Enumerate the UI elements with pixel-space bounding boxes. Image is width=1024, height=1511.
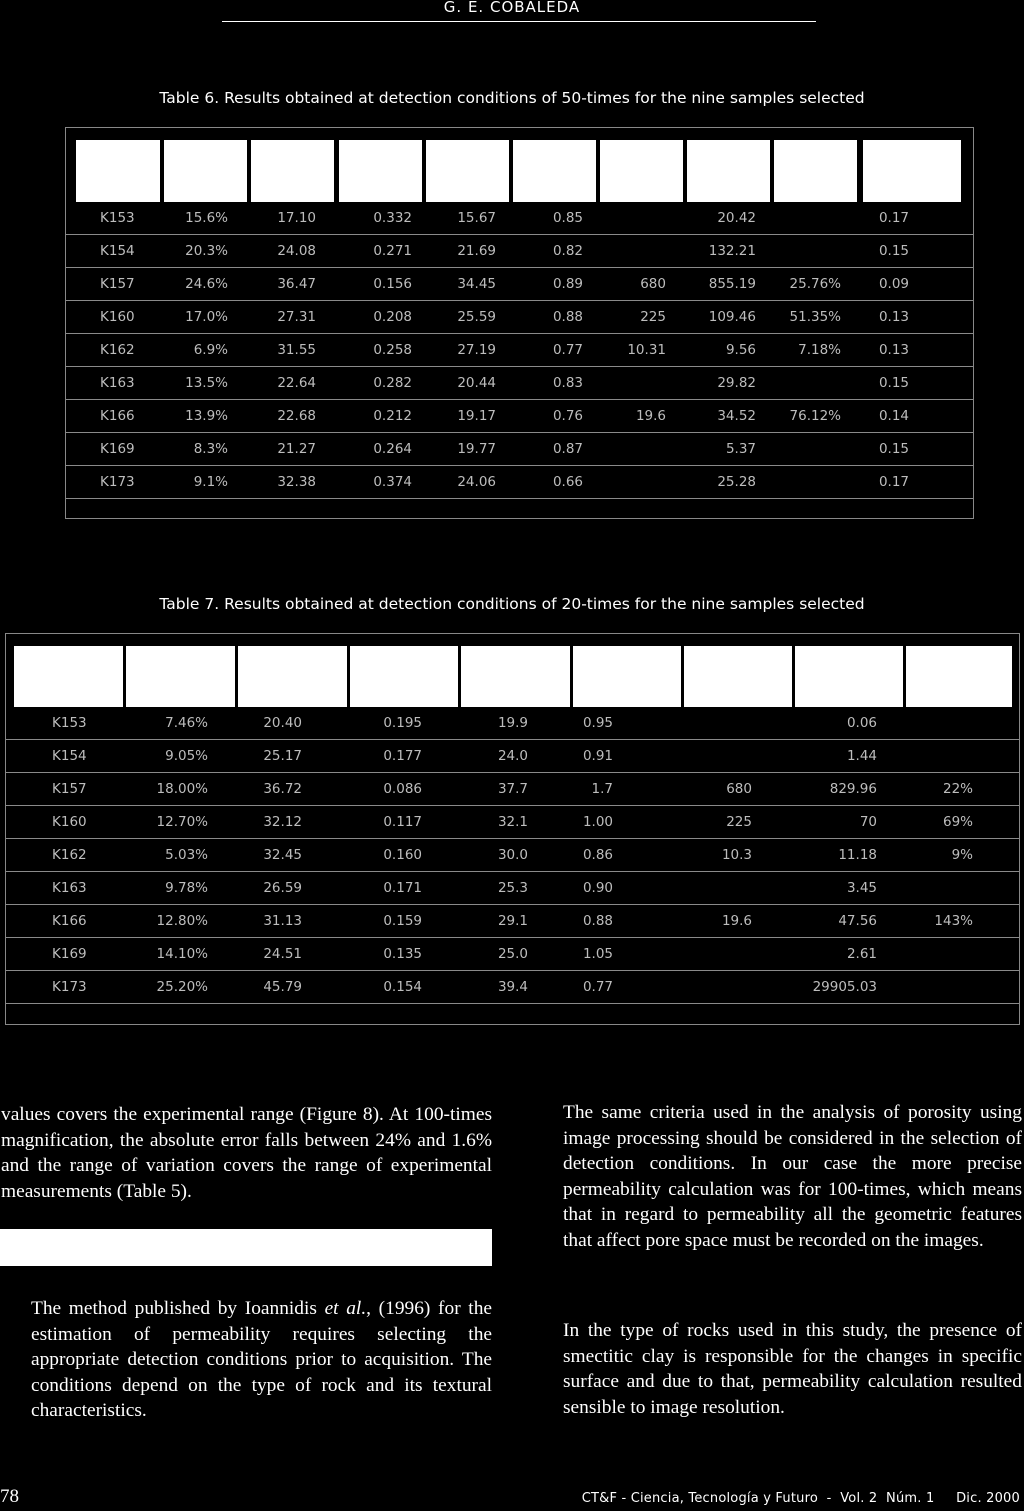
table6-header-cell (600, 140, 683, 202)
table7-row (6, 839, 1019, 872)
table7-cell: 32.45 (263, 847, 302, 863)
table7-cell: 69% (942, 814, 973, 830)
table7-header-cell (350, 646, 458, 707)
table6-cell: 24.08 (277, 243, 316, 259)
table6-cell: 34.45 (457, 276, 496, 292)
table7-cell: 32.1 (497, 814, 528, 830)
table7-cell: 30.0 (497, 847, 528, 863)
table6-cell: 855.19 (708, 276, 756, 292)
table7-cell: 32.12 (263, 814, 302, 830)
table6 (65, 127, 974, 519)
table6-cell: 15.6% (185, 210, 228, 226)
table6-cell: 0.13 (878, 309, 909, 325)
table6-cell: 0.77 (552, 342, 583, 358)
table7-row (6, 971, 1019, 1004)
table6-cell: 132.21 (708, 243, 756, 259)
table7-cell: 1.7 (591, 781, 613, 797)
table6-cell: 19.6 (635, 408, 666, 424)
table6-cell: 0.374 (373, 474, 412, 490)
table7-cell: 45.79 (263, 979, 302, 995)
table6-header-cell (164, 140, 247, 202)
table6-cell: 25.28 (717, 474, 756, 490)
table7-cell: K157 (52, 781, 87, 797)
table7-cell: 37.7 (497, 781, 528, 797)
table7-cell: 25.17 (263, 748, 302, 764)
table6-cell: 0.156 (373, 276, 412, 292)
table6-cell: 25.59 (457, 309, 496, 325)
table7-cell: 14.10% (156, 946, 208, 962)
table6-cell: 0.15 (878, 441, 909, 457)
table7-row (6, 740, 1019, 773)
table7-cell: 9.78% (165, 880, 208, 896)
table6-cell: 7.18% (798, 342, 841, 358)
table6-cell: 8.3% (193, 441, 228, 457)
table6-cell: K162 (100, 342, 135, 358)
table7-caption: Table 7. Results obtained at detection conditions of 20-times for the nine samples selected (159, 595, 865, 613)
table7-row (6, 806, 1019, 839)
table7-header (6, 646, 1019, 707)
table7-row (6, 872, 1019, 905)
table7-cell: 0.159 (383, 913, 422, 929)
table7-cell: 680 (726, 781, 752, 797)
table6-cell: 680 (640, 276, 666, 292)
table7-cell: 24.0 (497, 748, 528, 764)
table7-row (6, 938, 1019, 971)
body-paragraph-col1-2 (31, 1296, 492, 1424)
table6-header-cell (774, 140, 857, 202)
table6-header-cell (251, 140, 334, 202)
table6-cell: 34.52 (717, 408, 756, 424)
table6-cell: 76.12% (789, 408, 841, 424)
table7-cell: 9.05% (165, 748, 208, 764)
table7-cell: 22% (942, 781, 973, 797)
table6-cell: 10.31 (627, 342, 666, 358)
table6-cell: 0.17 (878, 210, 909, 226)
table7-cell: 9% (951, 847, 973, 863)
table6-cell: 0.264 (373, 441, 412, 457)
table6-cell: 0.17 (878, 474, 909, 490)
table7-cell: 39.4 (497, 979, 528, 995)
table6-cell: 24.6% (185, 276, 228, 292)
table7-cell: 1.44 (846, 748, 877, 764)
table7-cell: 1.05 (582, 946, 613, 962)
table6-header-cell (76, 140, 160, 202)
table7-cell: 0.95 (582, 715, 613, 731)
table7-cell: 25.20% (156, 979, 208, 995)
header-rule (222, 21, 816, 22)
table6-cell: 0.88 (552, 309, 583, 325)
table6-cell: 22.64 (277, 375, 316, 391)
table7-cell: 19.9 (497, 715, 528, 731)
table6-row (66, 367, 973, 400)
table6-cell: 0.82 (552, 243, 583, 259)
table6-cell: 9.1% (193, 474, 228, 490)
table7-header-cell (126, 646, 235, 707)
table6-cell: 19.17 (457, 408, 496, 424)
table7-header-cell (684, 646, 792, 707)
table6-cell: 17.0% (185, 309, 228, 325)
table7-cell: 143% (934, 913, 973, 929)
body-paragraph-col2-1: The same criteria used in the analysis of porosity using image processing should be considered in the selection of detection conditions. In our case the more precise permeability calculation was for 100-times, which means that in regard to permeability all the geometric features that affect pore space must be recorded on the images. (563, 1102, 1022, 1251)
table6-header (66, 140, 973, 202)
table7-cell: K162 (52, 847, 87, 863)
table7-cell: K153 (52, 715, 87, 731)
table7 (5, 633, 1020, 1025)
table7-cell: 0.77 (582, 979, 613, 995)
table6-cell: 51.35% (789, 309, 841, 325)
table7-cell: 11.18 (838, 847, 877, 863)
table7-cell: 0.160 (383, 847, 422, 863)
table7-cell: 5.03% (165, 847, 208, 863)
table7-header-cell (573, 646, 681, 707)
table6-row (66, 466, 973, 499)
table6-cell: 0.258 (373, 342, 412, 358)
table6-cell: K160 (100, 309, 135, 325)
table6-cell: 0.271 (373, 243, 412, 259)
journal-footer: CT&F - Ciencia, Tecnología y Futuro - Vol. 2 Núm. 1 Dic. 2000 (581, 1491, 1020, 1506)
table6-cell: 0.87 (552, 441, 583, 457)
table7-cell: 0.086 (383, 781, 422, 797)
table6-cell: 109.46 (708, 309, 756, 325)
table6-cell: 0.85 (552, 210, 583, 226)
table6-cell: 13.5% (185, 375, 228, 391)
table6-cell: 0.83 (552, 375, 583, 391)
table7-cell: 1.00 (582, 814, 613, 830)
table7-cell: 26.59 (263, 880, 302, 896)
table6-cell: K157 (100, 276, 135, 292)
table7-cell: K160 (52, 814, 87, 830)
table6-cell: 0.13 (878, 342, 909, 358)
table7-cell: 18.00% (156, 781, 208, 797)
table6-row (66, 400, 973, 433)
table7-row (6, 773, 1019, 806)
table6-cell: 21.69 (457, 243, 496, 259)
table6-cell: K173 (100, 474, 135, 490)
table7-header-cell (795, 646, 903, 707)
table6-cell: 17.10 (277, 210, 316, 226)
table7-cell: 36.72 (263, 781, 302, 797)
table6-cell: 5.37 (725, 441, 756, 457)
table6-cell: 0.89 (552, 276, 583, 292)
table7-cell: K169 (52, 946, 87, 962)
table6-cell: 31.55 (277, 342, 316, 358)
table7-cell: 3.45 (846, 880, 877, 896)
table6-row (66, 268, 973, 301)
table6-cell: 0.66 (552, 474, 583, 490)
table6-cell: 0.15 (878, 375, 909, 391)
table7-cell: K163 (52, 880, 87, 896)
table7-cell: 0.154 (383, 979, 422, 995)
table7-cell: K166 (52, 913, 87, 929)
running-head: G. E. COBALEDA (443, 0, 581, 16)
table6-cell: 0.15 (878, 243, 909, 259)
table6-cell: 0.212 (373, 408, 412, 424)
table7-cell: 829.96 (829, 781, 877, 797)
table6-cell: K169 (100, 441, 135, 457)
table7-row (6, 707, 1019, 740)
table6-cell: 25.76% (789, 276, 841, 292)
table6-cell: 27.31 (277, 309, 316, 325)
section-heading-bar (0, 1229, 492, 1266)
table6-cell: K166 (100, 408, 135, 424)
table6-cell: 24.06 (457, 474, 496, 490)
table6-cell: 20.42 (717, 210, 756, 226)
table7-cell: 0.88 (582, 913, 613, 929)
table6-cell: 20.3% (185, 243, 228, 259)
table6-header-cell (687, 140, 770, 202)
table7-cell: 2.61 (846, 946, 877, 962)
body-paragraph-col2-2: In the type of rocks used in this study, the presence of smectitic clay is responsible for the changes in specific surface and due to that, permeability calculation resulted sensible to image resolution. (563, 1320, 1022, 1418)
table7-cell: 0.135 (383, 946, 422, 962)
table7-cell: 12.70% (156, 814, 208, 830)
table6-cell: 0.332 (373, 210, 412, 226)
table6-cell: 36.47 (277, 276, 316, 292)
table7-cell: 0.117 (383, 814, 422, 830)
table7-cell: 31.13 (263, 913, 302, 929)
table6-cell: 0.76 (552, 408, 583, 424)
table7-header-cell (238, 646, 347, 707)
table7-body (6, 707, 1019, 1004)
table7-cell: K173 (52, 979, 87, 995)
table6-cell: 22.68 (277, 408, 316, 424)
text-run: , (1996) for the estimation of permeability requires selecting the appropriate detection conditions prior to acquisition. The conditions depend on the type of rock and its textural characteristics. (31, 1298, 492, 1421)
table7-header-cell (906, 646, 1012, 707)
table7-cell: 0.195 (383, 715, 422, 731)
table7-header-cell (461, 646, 570, 707)
table6-cell: 0.14 (878, 408, 909, 424)
table6-cell: 9.56 (725, 342, 756, 358)
table6-cell: 15.67 (457, 210, 496, 226)
table6-cell: 27.19 (457, 342, 496, 358)
table7-cell: 29905.03 (812, 979, 877, 995)
table7-cell: 25.3 (497, 880, 528, 896)
table7-cell: 0.171 (383, 880, 422, 896)
table6-row (66, 301, 973, 334)
table6-cell: 0.09 (878, 276, 909, 292)
table7-cell: 10.3 (721, 847, 752, 863)
table7-cell: 47.56 (838, 913, 877, 929)
table7-cell: 29.1 (497, 913, 528, 929)
table7-cell: 20.40 (263, 715, 302, 731)
table7-cell: 225 (726, 814, 752, 830)
table7-cell: K154 (52, 748, 87, 764)
table6-cell: 20.44 (457, 375, 496, 391)
page-number: 78 (0, 1486, 19, 1507)
table7-cell: 7.46% (165, 715, 208, 731)
table6-cell: 13.9% (185, 408, 228, 424)
citation-emphasis: et al. (324, 1298, 367, 1319)
table7-cell: 19.6 (721, 913, 752, 929)
table6-header-cell (339, 140, 422, 202)
table6-header-cell (863, 140, 961, 202)
table7-cell: 0.86 (582, 847, 613, 863)
table6-row (66, 235, 973, 268)
table7-cell: 0.90 (582, 880, 613, 896)
body-paragraph-col1-1: values covers the experimental range (Figure 8). At 100-times magnification, the absolute error falls between 24% and 1.6% and the range of variation covers the range of experimental measurements (Table 5). (1, 1104, 492, 1202)
table6-header-cell (513, 140, 596, 202)
table7-cell: 25.0 (497, 946, 528, 962)
table7-cell: 0.91 (582, 748, 613, 764)
table7-cell: 12.80% (156, 913, 208, 929)
table6-row (66, 433, 973, 466)
text-run: The method published by Ioannidis (31, 1298, 325, 1319)
table6-cell: K163 (100, 375, 135, 391)
table7-cell: 0.06 (846, 715, 877, 731)
table7-cell: 70 (859, 814, 877, 830)
table6-cell: 21.27 (277, 441, 316, 457)
table6-cell: 6.9% (193, 342, 228, 358)
table6-cell: K153 (100, 210, 135, 226)
table6-caption: Table 6. Results obtained at detection conditions of 50-times for the nine samples selected (159, 89, 865, 107)
table6-cell: 29.82 (717, 375, 756, 391)
table6-body (66, 202, 973, 499)
table6-row (66, 334, 973, 367)
table7-cell: 24.51 (263, 946, 302, 962)
table6-cell: 19.77 (457, 441, 496, 457)
table7-header-cell (14, 646, 123, 707)
table6-row (66, 202, 973, 235)
table7-cell: 0.177 (383, 748, 422, 764)
table6-cell: 0.282 (373, 375, 412, 391)
table6-header-cell (426, 140, 509, 202)
table7-row (6, 905, 1019, 938)
table6-cell: 32.38 (277, 474, 316, 490)
table6-cell: 225 (640, 309, 666, 325)
table6-cell: 0.208 (373, 309, 412, 325)
table6-cell: K154 (100, 243, 135, 259)
